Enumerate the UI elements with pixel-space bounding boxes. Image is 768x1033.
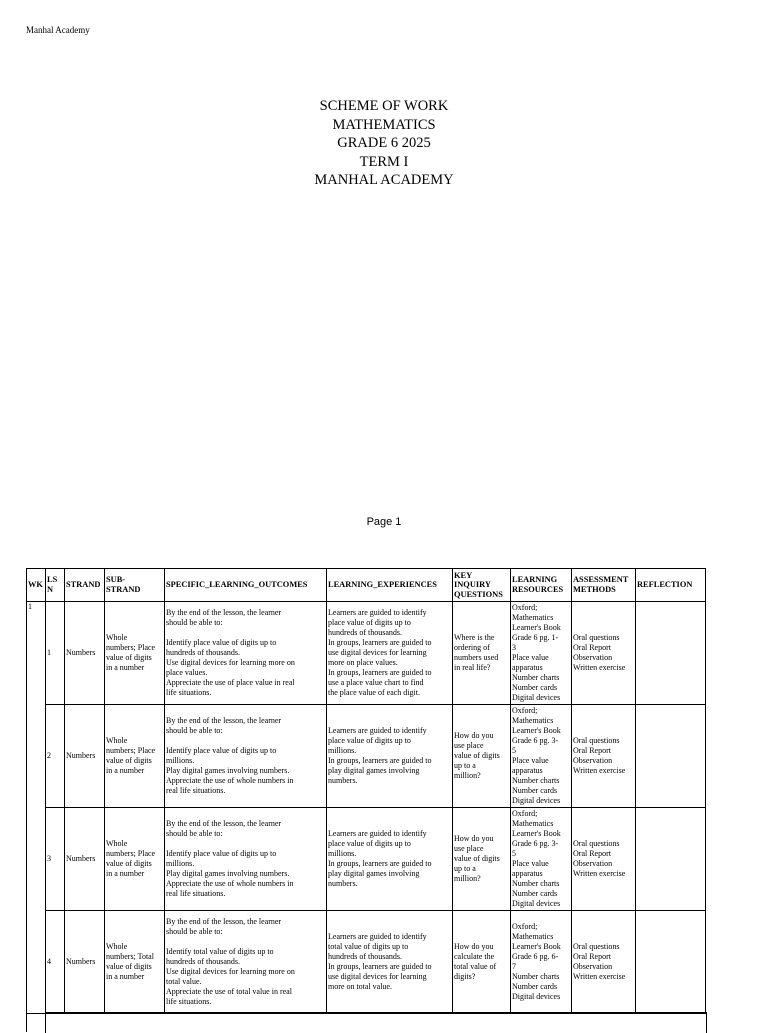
cell-text-line: use place [454, 741, 484, 750]
cell-text-line: In groups, learners are guided to [328, 756, 432, 765]
inquiry-questions-cell [453, 808, 511, 911]
cell-text-line: value of digits [106, 962, 152, 971]
cell-text-line: Grade 6 pg. 6- [512, 952, 559, 961]
lesson-cell: 4 [46, 911, 65, 1014]
assessment-cell [572, 705, 636, 808]
cell-text-line: Mathematics [512, 613, 554, 622]
cell-text-line: in real life? [454, 663, 491, 672]
cell-text-line: In groups, learners are guided to [328, 668, 432, 677]
inquiry-questions-cell [453, 705, 511, 808]
cell-text-line: Learner's Book [512, 623, 561, 632]
cell-text-line: RESOURCES [512, 585, 564, 594]
cell-text-line: INQUIRY [454, 580, 491, 590]
cell-text-line: numbers. [328, 879, 358, 888]
cell-text-line: hundreds of thousands. [328, 628, 402, 637]
header-assessment-methods [572, 569, 636, 602]
cell-text-line: In groups, learners are guided to [328, 638, 432, 647]
assessment-cell [572, 602, 636, 705]
title-line: TERM I [359, 153, 409, 170]
cell-text-line: KEY [454, 570, 473, 580]
cell-text-line [166, 937, 325, 947]
cell-text-line: up to a [454, 864, 476, 873]
cell-text-line: LSN [47, 575, 58, 594]
cell-text-line: 3 [512, 643, 516, 652]
cell-text-line: total value. [166, 977, 202, 986]
cell-text-line: Appreciate the use of whole numbers in [166, 879, 294, 888]
table-row [27, 705, 706, 808]
lesson-cell: 1 [46, 602, 65, 705]
cell-text-line: millions. [328, 849, 357, 858]
table-row [27, 911, 706, 1014]
cell-text-line: digits? [454, 972, 476, 981]
cell-text-line: Appreciate the use of whole numbers in [166, 776, 294, 785]
reflection-cell [636, 705, 706, 808]
cell-text-line: Oral questions [573, 839, 620, 848]
cell-text-line: in a number [106, 766, 145, 775]
header-sub-strand [105, 569, 165, 602]
cell-text-line: total value of digits up to [328, 942, 409, 951]
cell-text-line: Learners are guided to identify [328, 608, 427, 617]
cell-text-line: Digital devices [512, 693, 561, 702]
resources-cell [511, 602, 572, 705]
cell-text-line: in a number [106, 972, 145, 981]
cell-text-line: Oxford; [512, 603, 538, 612]
cell-text-line: Oral questions [573, 633, 620, 642]
cell-text-line: Learners are guided to identify [328, 726, 427, 735]
cell-text-line: QUESTIONS [454, 589, 503, 599]
experiences-cell [327, 808, 453, 911]
cell-text-line: hundreds of thousands. [166, 648, 240, 657]
cell-text-line: Number charts [512, 879, 560, 888]
cell-text-line: should be able to: [166, 829, 223, 838]
cell-text-line: hundreds of thousands. [166, 957, 240, 966]
cell-text-line: Written exercise [573, 766, 626, 775]
cell-text-line: Learner's Book [512, 829, 561, 838]
header-key-inquiry-questions [453, 569, 511, 602]
cell-text-line: By the end of the lesson, the learner [166, 819, 282, 828]
sub-strand-cell [105, 705, 165, 808]
cell-text-line: Place value [512, 859, 549, 868]
cell-text-line: In groups, learners are guided to [328, 859, 432, 868]
cell-text-line: Digital devices [512, 899, 561, 908]
table-row [27, 808, 706, 911]
cell-text-line: Digital devices [512, 992, 561, 1001]
cell-text-line: Mathematics [512, 932, 554, 941]
cell-text-line: Number charts [512, 972, 560, 981]
cell-text-line: total value of [454, 962, 497, 971]
experiences-cell [327, 911, 453, 1014]
title-line: GRADE 6 2025 [337, 135, 431, 151]
cell-text-line: place value of digits up to [328, 839, 411, 848]
cell-text-line: Written exercise [573, 972, 626, 981]
cell-text-line: up to a [454, 761, 476, 770]
strand-cell: Numbers [65, 808, 105, 911]
cell-text-line: Learner's Book [512, 726, 561, 735]
cell-text-line: numbers; Place [106, 643, 156, 652]
cell-text-line: Number cards [512, 786, 558, 795]
table-header-row [27, 569, 706, 602]
cell-text-line: REFLECTION [637, 580, 693, 590]
cell-text-line: Grade 6 pg. 3- [512, 839, 559, 848]
cell-text-line: Learners are guided to identify [328, 829, 427, 838]
table-continuation-week [26, 1012, 46, 1032]
assessment-cell [572, 808, 636, 911]
cell-text-line: LEARNING_EXPERIENCES [328, 580, 437, 590]
cell-text-line: Identify place value of digits up to [166, 638, 277, 647]
cell-text-line: numbers; Place [106, 849, 156, 858]
reflection-cell [636, 808, 706, 911]
experiences-cell [327, 705, 453, 808]
cell-text-line: Observation [573, 756, 613, 765]
cell-text-line: LEARNING [512, 575, 558, 585]
cell-text-line: 5 [512, 849, 516, 858]
cell-text-line: Mathematics [512, 819, 554, 828]
page-number-label: Page 1 [366, 516, 402, 528]
cell-text-line: the place value of each digit. [328, 688, 420, 697]
cell-text-line: Written exercise [573, 663, 626, 672]
cell-text-line: Appreciate the use of total value in real [166, 987, 292, 996]
cell-text-line: How do you [454, 731, 494, 740]
cell-text-line: real life situations. [166, 889, 226, 898]
cell-text-line: Oral Report [573, 643, 611, 652]
cell-text-line: Digital devices [512, 796, 561, 805]
cell-text-line [166, 736, 325, 746]
cell-text-line: place value of digits up to [328, 618, 411, 627]
cell-text-line: Observation [573, 962, 613, 971]
cell-text-line: real life situations. [166, 786, 226, 795]
cell-text-line: Observation [573, 859, 613, 868]
outcomes-cell [165, 602, 327, 705]
cell-text-line: Number cards [512, 889, 558, 898]
document-title-block [0, 97, 768, 190]
cell-text-line: millions. [328, 746, 357, 755]
cell-text-line: life situations. [166, 997, 212, 1006]
cell-text-line: in a number [106, 869, 145, 878]
resources-cell [511, 808, 572, 911]
cell-text-line: Written exercise [573, 869, 626, 878]
cell-text-line: Mathematics [512, 716, 554, 725]
cell-text-line: Whole [106, 736, 128, 745]
resources-cell [511, 911, 572, 1014]
cell-text-line: Learners are guided to identify [328, 932, 427, 941]
lesson-cell: 3 [46, 808, 65, 911]
cell-text-line: Oral Report [573, 849, 611, 858]
strand-cell: Numbers [65, 705, 105, 808]
cell-text-line: ASSESSMENT [573, 575, 629, 585]
cell-text-line: use a place value chart to find [328, 678, 424, 687]
cell-text-line: value of digits [106, 756, 152, 765]
cell-text-line [166, 839, 325, 849]
strand-cell: Numbers [65, 602, 105, 705]
cell-text-line: By the end of the lesson, the learner [166, 716, 282, 725]
cell-text-line: ordering of [454, 643, 490, 652]
cell-text-line: By the end of the lesson, the learner [166, 608, 282, 617]
cell-text-line: use place [454, 844, 484, 853]
reflection-cell [636, 602, 706, 705]
cell-text-line: millions. [166, 756, 195, 765]
header-wk [27, 569, 46, 602]
cell-text-line: Grade 6 pg. 3- [512, 736, 559, 745]
cell-text-line: numbers; Place [106, 746, 156, 755]
cell-text-line [166, 628, 325, 638]
cell-text-line: numbers used [454, 653, 499, 662]
cell-text-line: Whole [106, 839, 128, 848]
cell-text-line: value of digits [454, 854, 500, 863]
cell-text-line: Place value [512, 653, 549, 662]
outcomes-cell [165, 705, 327, 808]
cell-text-line: Use digital devices for learning more on [166, 967, 295, 976]
resources-cell [511, 705, 572, 808]
cell-text-line: calculate the [454, 952, 495, 961]
sub-strand-cell [105, 911, 165, 1014]
cell-text-line: Appreciate the use of place value in real [166, 678, 295, 687]
cell-text-line: hundreds of thousands. [328, 952, 402, 961]
cell-text-line: SPECIFIC_LEARNING_OUTCOMES [166, 580, 308, 590]
cell-text-line: STRAND [106, 585, 141, 594]
cell-text-line: value of digits [454, 751, 500, 760]
strand-cell: Numbers [65, 911, 105, 1014]
cell-text-line: million? [454, 874, 481, 883]
cell-text-line: place values. [166, 668, 208, 677]
title-line: SCHEME OF WORK [319, 98, 449, 114]
inquiry-questions-cell [453, 602, 511, 705]
cell-text-line: use digital devices for learning [328, 972, 427, 981]
title-line: MANHAL ACADEMY [314, 172, 454, 188]
cell-text-line: Observation [573, 653, 613, 662]
cell-text-line: value of digits [106, 653, 152, 662]
table-row [27, 602, 706, 705]
cell-text-line: Identify place value of digits up to [166, 746, 277, 755]
cell-text-line: more on total value. [328, 982, 392, 991]
sub-strand-cell [105, 808, 165, 911]
cell-text-line: life situations. [166, 688, 212, 697]
cell-text-line: By the end of the lesson, the learner [166, 917, 282, 926]
cell-text-line: Place value [512, 756, 549, 765]
cell-text-line: Oxford; [512, 809, 538, 818]
cell-text-line: in a number [106, 663, 145, 672]
sub-strand-cell [105, 602, 165, 705]
cell-text-line: play digital games involving [328, 766, 420, 775]
cell-text-line: use digital devices for learning [328, 648, 427, 657]
outcomes-cell [165, 911, 327, 1014]
cell-text-line: millions. [166, 859, 195, 868]
cell-text-line: How do you [454, 942, 494, 951]
cell-text-line: Oral Report [573, 952, 611, 961]
header-specific-learning-outcomes [165, 569, 327, 602]
cell-text-line: Use digital devices for learning more on [166, 658, 295, 667]
cell-text-line: Oxford; [512, 706, 538, 715]
cell-text-line: Learner's Book [512, 942, 561, 951]
cell-text-line: Identify place value of digits up to [166, 849, 277, 858]
title-line: MATHEMATICS [332, 116, 436, 133]
cell-text-line: Oral Report [573, 746, 611, 755]
header-strand [65, 569, 105, 602]
header-reflection [636, 569, 706, 602]
cell-text-line: WK [28, 580, 43, 590]
cell-text-line: Play digital games involving numbers. [166, 869, 290, 878]
cell-text-line: numbers. [328, 776, 358, 785]
scheme-of-work-table [26, 568, 706, 1014]
lesson-cell: 2 [46, 705, 65, 808]
cell-text-line: apparatus [512, 663, 543, 672]
cell-text-line: value of digits [106, 859, 152, 868]
cell-text-line: Number charts [512, 776, 560, 785]
cell-text-line: In groups, learners are guided to [328, 962, 432, 971]
cell-text-line: place value of digits up to [328, 736, 411, 745]
inquiry-questions-cell [453, 911, 511, 1014]
outcomes-cell [165, 808, 327, 911]
reflection-cell [636, 911, 706, 1014]
cell-text-line: 5 [512, 746, 516, 755]
cell-text-line: Whole [106, 633, 128, 642]
cell-text-line: Grade 6 pg. 1- [512, 633, 559, 642]
cell-text-line: Number charts [512, 673, 560, 682]
cell-text-line: more on place values. [328, 658, 398, 667]
cell-text-line: Number cards [512, 982, 558, 991]
cell-text-line: Number cards [512, 683, 558, 692]
cell-text-line: Oral questions [573, 736, 620, 745]
cell-text-line: Where is the [454, 633, 495, 642]
cell-text-line: Oxford; [512, 922, 538, 931]
experiences-cell [327, 602, 453, 705]
cell-text-line: apparatus [512, 869, 543, 878]
cell-text-line: METHODS [573, 585, 616, 594]
header-learning-experiences [327, 569, 453, 602]
header-organization-name: Manhal Academy [26, 25, 90, 35]
cell-text-line: Oral questions [573, 942, 620, 951]
cell-text-line: How do you [454, 834, 494, 843]
cell-text-line: SUB- [106, 575, 126, 585]
cell-text-line: numbers; Total [106, 952, 154, 961]
assessment-cell [572, 911, 636, 1014]
cell-text-line: should be able to: [166, 618, 223, 627]
cell-text-line: play digital games involving [328, 869, 420, 878]
cell-text-line: Whole [106, 942, 128, 951]
cell-text-line: should be able to: [166, 726, 223, 735]
table-continuation-row [45, 1012, 707, 1033]
header-lsn [46, 569, 65, 602]
cell-text-line: Identify total value of digits up to [166, 947, 274, 956]
header-learning-resources [511, 569, 572, 602]
cell-text-line: Play digital games involving numbers. [166, 766, 290, 775]
cell-text-line: 7 [512, 962, 516, 971]
cell-text-line: should be able to: [166, 927, 223, 936]
cell-text-line: STRAND [66, 580, 101, 590]
cell-text-line: apparatus [512, 766, 543, 775]
cell-text-line: million? [454, 771, 481, 780]
week-cell: 1 [27, 602, 46, 1014]
